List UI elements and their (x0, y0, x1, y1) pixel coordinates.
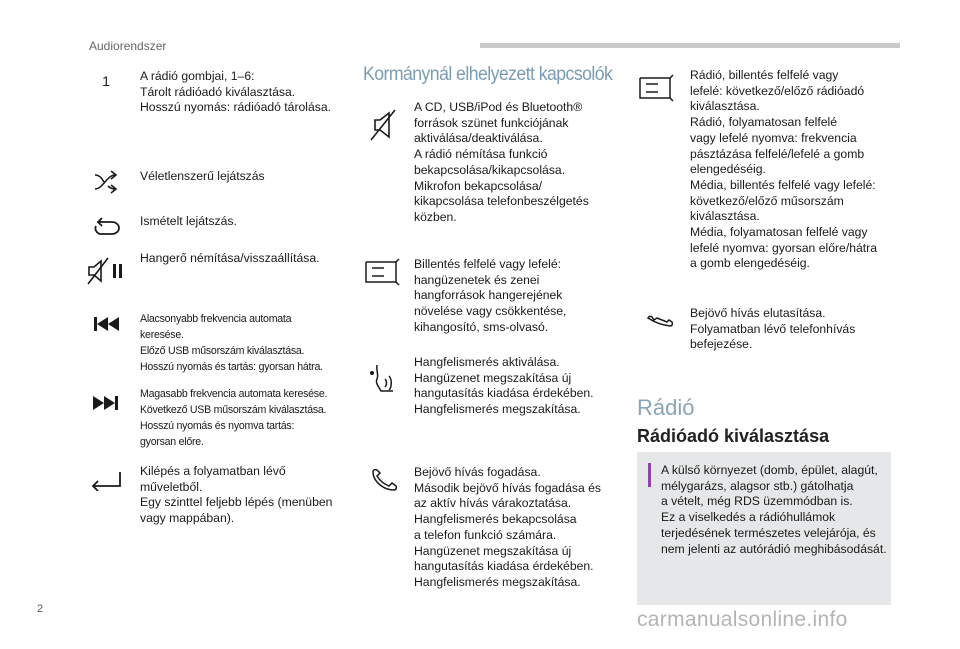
middle-item-phone-answer: Bejövő hívás fogadása. Második bejövő hívás fogadása és az aktív hívás várakoztatása. Hangfelismerés bekapcsolása a telefon funkció számára. Hangüzenet megszakítása új hangutasítás kiadása érdekében. Hangfelismerés megszakítása. (414, 465, 601, 589)
radio-preset-number: 1 (102, 73, 110, 89)
mute-icon (366, 108, 400, 142)
header-divider (480, 43, 900, 48)
radio-section-title: Rádió (637, 395, 695, 420)
info-text: A külső környezet (domb, épület, alagút, mélygarázs, alagsor stb.) gátolhatja a vételt, még RDS üzemmódban is. Ez a viselkedés a rádióhullámok terjedésének természetes velejárója, és nem jelenti az autórádió meghibásodását. (661, 463, 887, 556)
previous-track-icon (90, 313, 122, 335)
left-item-mute: Hangerő némítása/visszaállítása. (140, 251, 320, 265)
back-arrow-icon (88, 468, 124, 492)
right-item-phone-hangup: Bejövő hívás elutasítása. Folyamatban lévő telefonhívás befejezése. (690, 306, 856, 352)
radio-subsection-title: Rádióadó kiválasztása (637, 426, 830, 446)
middle-item-voice: Hangfelismerés aktiválása. Hangüzenet megszakítása új hangutasítás kiadása érdekében. Hangfelismerés megszakítása. (414, 355, 594, 417)
phone-answer-icon (368, 468, 400, 492)
volume-rocker-icon (362, 256, 402, 288)
shuffle-icon (90, 168, 122, 196)
seek-rocker-icon (636, 72, 676, 104)
left-item-shuffle: Véletlenszerű lejátszás (140, 169, 265, 183)
left-item-previous: Alacsonyabb frekvencia automata keresése. Előző USB műsorszám kiválasztása. Hosszú nyomás és tartás: gyorsan hátra. (140, 313, 323, 373)
left-item-repeat: Ismételt lejátszás. (140, 214, 237, 228)
watermark: carmanualsonline.info (637, 608, 848, 631)
left-item-back: Kilépés a folyamatban lévő műveletből. Egy szinttel feljebb lépés (menüben vagy mappában). (140, 464, 333, 526)
left-item-next: Magasabb frekvencia automata keresése. Következő USB műsorszám kiválasztása. Hosszú nyomás és nyomva tartás: gyorsan előre. (140, 388, 328, 448)
voice-command-icon (366, 360, 400, 396)
middle-item-mute: A CD, USB/iPod és Bluetooth® források szünet funkciójának aktiválása/deaktiválása. A rádió némítása funkció bekapcsolása/kikapcsolása. Mikrofon bekapcsolása/ kikapcsolása telefonbeszélgetés közben. (414, 100, 589, 224)
next-track-icon (90, 392, 122, 414)
info-icon (648, 463, 651, 487)
mute-pause-icon (86, 256, 126, 286)
middle-item-volume: Billentés felfelé vagy lefelé: hangüzenetek és zenei hangforrások hangerejének növelése vagy csökkentése, kihangosító, sms-olvasó. (414, 257, 567, 334)
section-header: Audiorendszer (89, 39, 167, 53)
steering-controls-title: Kormánynál elhelyezett kapcsolók (363, 64, 613, 85)
right-item-seek: Rádió, billentés felfelé vagy lefelé: következő/előző rádióadó kiválasztása. Rádió, folyamatosan felfelé vagy lefelé nyomva: frekvencia pásztázása felfelé/lefelé a gomb elengedéséig. Média, billentés felfelé vagy lefelé: következő/előző műsorszám kiválasztása. Média, folyamatosan felfelé vagy lefelé nyomva: gyorsan előre/hátra a gomb elengedéséig. (690, 68, 877, 271)
left-item-presets: A rádió gombjai, 1–6: Tárolt rádióadó kiválasztása. Hosszú nyomás: rádióadó tárolása. (140, 69, 332, 115)
phone-hangup-icon (644, 310, 676, 330)
repeat-icon (90, 216, 122, 240)
page-number: 2 (37, 603, 44, 615)
